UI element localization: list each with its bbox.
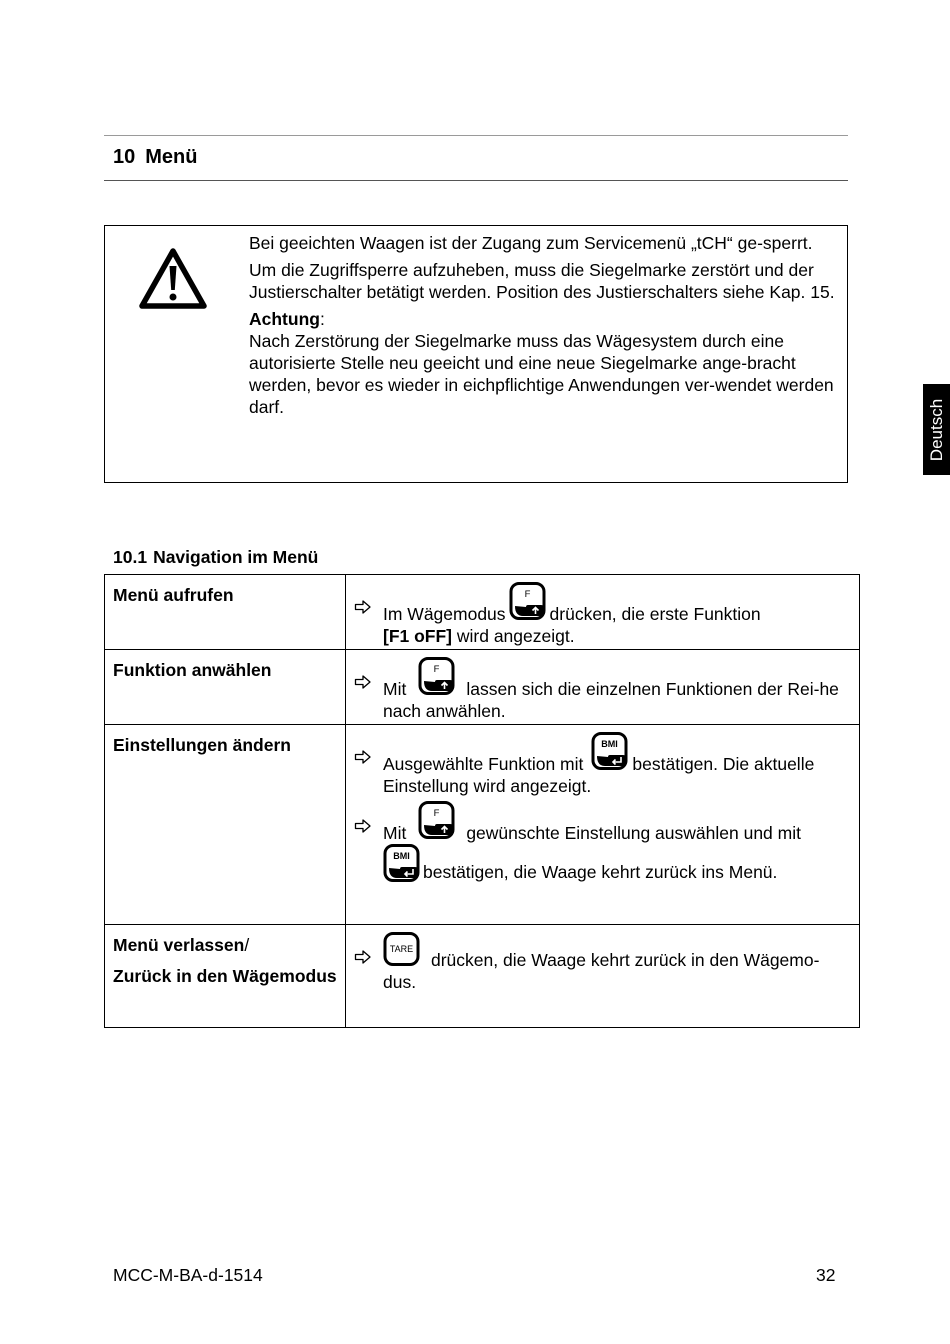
step-text: Mit — [383, 823, 407, 843]
row-label-text: Einstellungen ändern — [113, 735, 291, 755]
f-key-icon — [418, 657, 456, 697]
row-label — [105, 725, 346, 925]
step-text: bestätigen, die Waage kehrt zurück ins Menü. — [423, 862, 778, 882]
section-title-text: Navigation im Menü — [153, 547, 319, 567]
row-label — [105, 650, 346, 725]
bmi-key-icon — [591, 732, 629, 772]
table-row — [105, 725, 860, 925]
f-key-icon — [509, 582, 547, 622]
language-tab — [923, 384, 950, 475]
warning-paragraph-3-text: Nach Zerstörung der Siegelmarke muss das Wägesystem durch eine autorisierte Stelle neu geeicht und eine neue Siegelmarke ange-bracht werden, bevor es wieder in eichpflichtige Anwendungen ver-wendet werden darf. — [249, 331, 834, 417]
section-title — [113, 547, 318, 568]
tare-key-icon — [383, 932, 421, 968]
warning-box — [104, 225, 848, 483]
section-number: 10.1 — [113, 547, 148, 567]
step-text: wird angezeigt. — [452, 626, 575, 646]
achtung-label: Achtung — [249, 309, 320, 329]
row-description — [346, 650, 860, 725]
warning-paragraph-3 — [249, 308, 841, 418]
svg-text:TARE: TARE — [389, 944, 414, 954]
function-code: [F1 oFF] — [383, 626, 453, 646]
f-key-icon — [418, 801, 456, 841]
arrow-right-icon — [354, 671, 372, 693]
svg-text:BMI: BMI — [601, 739, 619, 749]
row-label — [105, 575, 346, 650]
table-row — [105, 575, 860, 650]
step-text: Im Wägemodus — [383, 604, 506, 624]
table-row — [105, 650, 860, 725]
document-id: MCC-M-BA-d-1514 — [113, 1265, 263, 1285]
instruction-step — [354, 589, 849, 647]
header-rule-bottom — [104, 180, 848, 181]
row-label — [105, 925, 346, 1028]
step-text: drücken, die Waage kehrt zurück in den Wägemo-dus. — [383, 950, 820, 992]
arrow-right-icon — [354, 746, 372, 768]
row-description — [346, 575, 860, 650]
row-label-text: Funktion anwählen — [113, 660, 272, 680]
step-text: gewünschte Einstellung auswählen und mit — [466, 823, 801, 843]
instruction-step — [354, 808, 849, 884]
svg-text:F: F — [433, 808, 440, 819]
table-row — [105, 925, 860, 1028]
chapter-number: 10 — [113, 146, 136, 168]
header-rule-top — [104, 135, 848, 136]
instruction-step — [354, 664, 849, 722]
instruction-step — [354, 739, 849, 797]
page-number: 32 — [816, 1265, 836, 1285]
instruction-step — [354, 946, 849, 993]
language-tab-label: Deutsch — [926, 398, 946, 461]
arrow-right-icon — [354, 815, 372, 837]
warning-paragraph-1: Bei geeichten Waagen ist der Zugang zum Servicemenü „tCH“ ge-sperrt. — [249, 233, 813, 253]
row-description — [346, 725, 860, 925]
chapter-title-text: Menü — [145, 146, 198, 168]
step-text: Ausgewählte Funktion mit — [383, 754, 584, 774]
chapter-title — [113, 146, 197, 169]
warning-paragraph-2: Um die Zugriffsperre aufzuheben, muss die Siegelmarke zerstört und der Justierschalter betätigt werden. Position des Justierschalters siehe Kap. 15. — [249, 260, 835, 302]
step-text: Mit — [383, 679, 407, 699]
bmi-key-icon — [383, 844, 421, 884]
row-label-text: Menü aufrufen — [113, 585, 234, 605]
svg-text:F: F — [433, 664, 440, 675]
step-text: drücken, die erste Funktion — [549, 604, 761, 624]
svg-text:BMI: BMI — [393, 851, 410, 861]
row-label-slash: / — [244, 935, 250, 955]
row-label-line2: Zurück in den Wägemodus — [113, 966, 337, 986]
step-text: lassen sich die einzelnen Funktionen der Rei-he nach anwählen. — [383, 679, 839, 721]
navigation-table — [104, 574, 860, 1028]
svg-text:F: F — [524, 589, 530, 600]
warning-triangle-icon — [138, 246, 208, 312]
warning-text — [249, 232, 841, 423]
achtung-colon: : — [319, 309, 325, 329]
arrow-right-icon — [354, 946, 372, 968]
arrow-right-icon — [354, 596, 372, 618]
row-label-text: Menü verlassen — [113, 935, 245, 955]
step-text: bestätigen. Die aktuelle Einstellung wird angezeigt. — [383, 754, 815, 796]
row-description — [346, 925, 860, 1028]
